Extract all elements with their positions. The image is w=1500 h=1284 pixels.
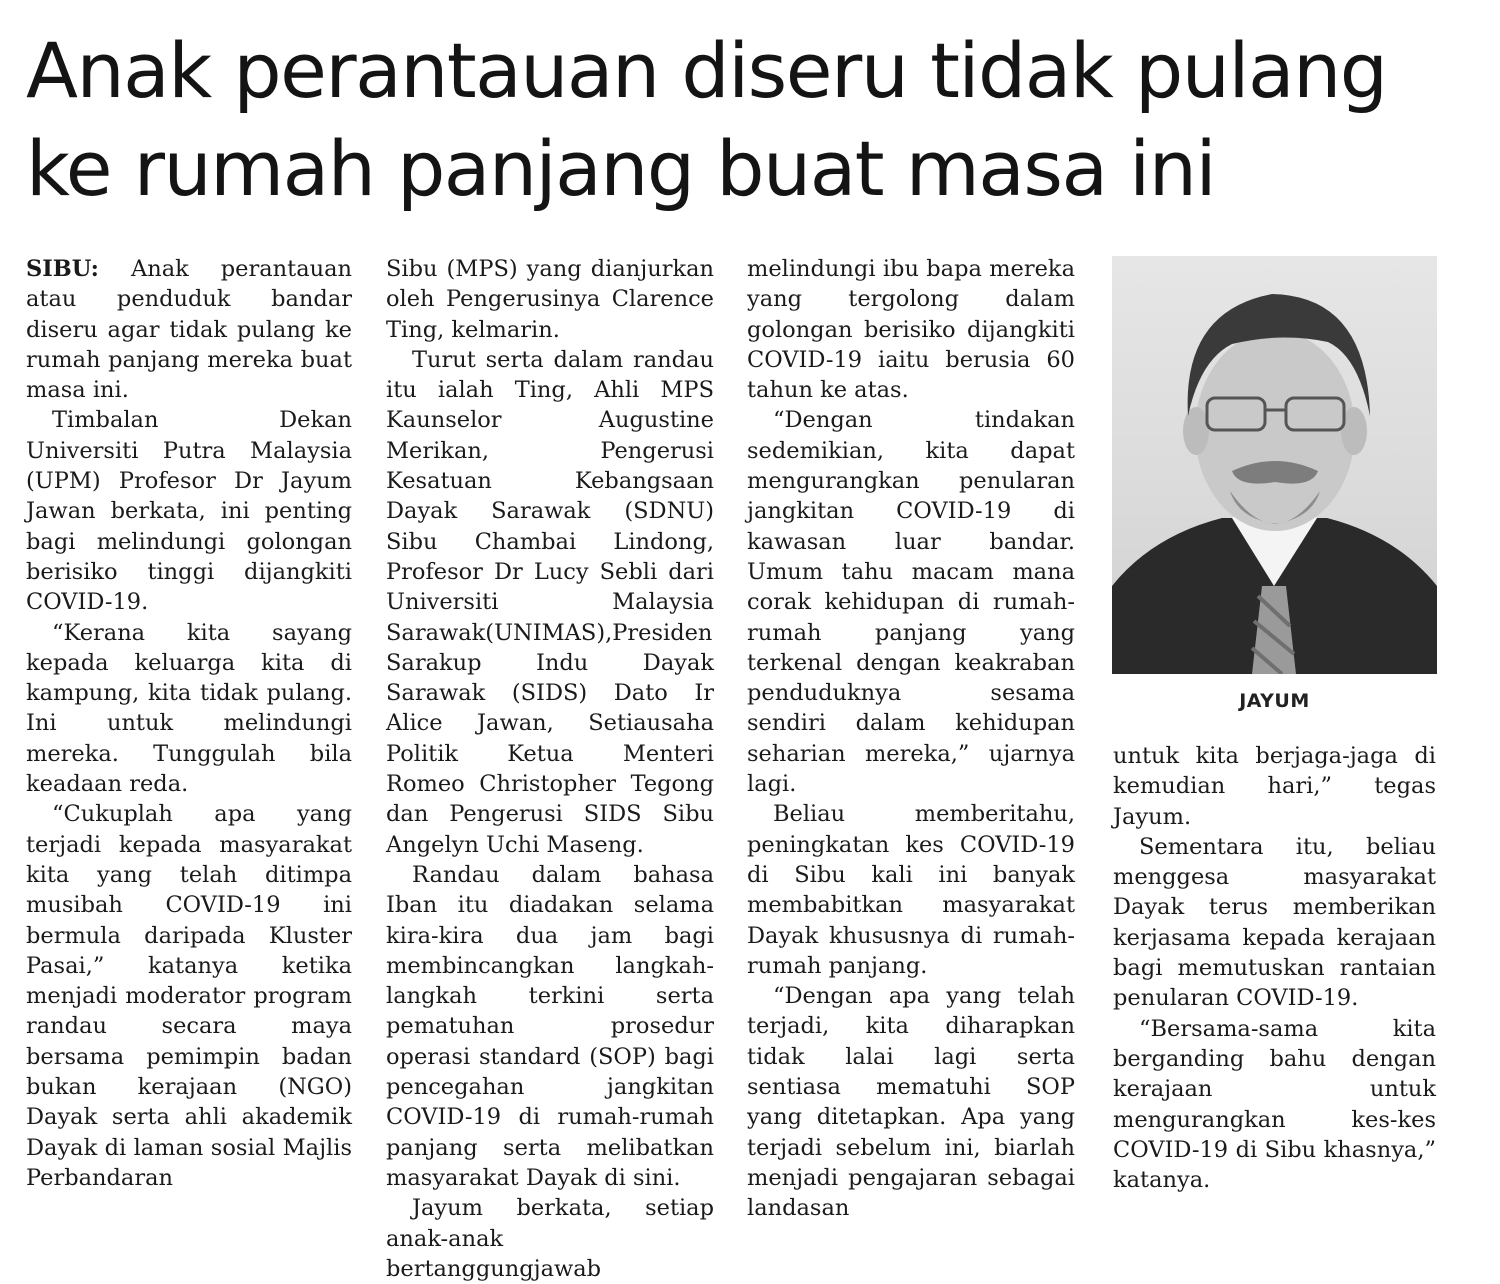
article-paragraph: “Cukuplah apa yang terjadi kepada masyarakat kita yang telah ditimpa musibah COVID-19 ini bermula daripada Kluster Pasai,” katanya ketika menjadi moderator program randau secara maya bersama pemimpin badan bukan kerajaan (NGO) Dayak serta ahli akademik Dayak di laman sosial Majlis Perbandaran — [26, 801, 352, 1191]
article-paragraph: melindungi ibu bapa mereka yang tergolong dalam golongan berisiko dijangkiti COVID-19 iaitu berusia 60 tahun ke atas. — [747, 256, 1075, 404]
article-column-4 — [1113, 741, 1436, 1195]
article-paragraph: “Dengan tindakan sedemikian, kita dapat mengurangkan penularan jangkitan COVID-19 di kawasan luar bandar. Umum tahu macam mana corak kehidupan di rumah-rumah panjang yang terkenal dengan keakraban penduduknya sesama sendiri dalam kehidupan seharian mereka,” ujarnya lagi. — [747, 407, 1075, 798]
article-paragraph: Sibu (MPS) yang dianjurkan oleh Pengerusinya Clarence Ting, kelmarin. — [386, 256, 714, 343]
portrait-photo — [1112, 256, 1437, 674]
article-paragraph: “Kerana kita sayang kepada keluarga kita di kampung, kita tidak pulang. Ini untuk melindungi mereka. Tunggulah bila keadaan reda. — [26, 619, 352, 798]
dateline: SIBU: — [26, 256, 99, 282]
article-paragraph: untuk kita berjaga-jaga di kemudian hari,” tegas Jayum. — [1113, 743, 1436, 830]
headline — [26, 22, 1476, 218]
article-paragraph: “Bersama-sama kita berganding bahu dengan kerajaan untuk mengurangkan kes-kes COVID-19 di Sibu khasnya,” katanya. — [1113, 1015, 1436, 1194]
article-paragraph: Timbalan Dekan Universiti Putra Malaysia (UPM) Profesor Dr Jayum Jawan berkata, ini penting bagi melindungi golongan berisiko tinggi dijangkiti COVID-19. — [26, 407, 352, 616]
article-paragraph: “Dengan apa yang telah terjadi, kita diharapkan tidak lalai lagi serta sentiasa mematuhi SOP yang ditetapkan. Apa yang terjadi sebelum ini, biarlah menjadi pengajaran sebagai landasan — [747, 983, 1075, 1222]
article-paragraph — [26, 254, 352, 405]
article-paragraph: Turut serta dalam randau itu ialah Ting, Ahli MPS Kaunselor Augustine Merikan, Pengerusi Kesatuan Kebangsaan Dayak Sarawak (SDNU) Sibu Chambai Lindong, Profesor Dr Lucy Sebli dari Universiti Malaysia Sarawak(UNIMAS),Presiden Sarakup Indu Dayak Sarawak (SIDS) Dato Ir Alice Jawan, Setiausaha Politik Ketua Menteri Romeo Christopher Tegong dan Pengerusi SIDS Sibu Angelyn Uchi Maseng. — [386, 346, 714, 858]
article-paragraph: Jayum berkata, setiap anak-anak bertanggungjawab — [386, 1195, 714, 1282]
article-paragraph: Randau dalam bahasa Iban itu diadakan selama kira-kira dua jam bagi membincangkan langkah-langkah terkini serta pematuhan prosedur operasi standard (SOP) bagi pencegahan jangkitan COVID-19 di rumah-rumah panjang serta melibatkan masyarakat Dayak di sini. — [386, 861, 714, 1191]
paragraph-text: Anak perantauan atau penduduk bandar diseru agar tidak pulang ke rumah panjang mereka buat masa ini. — [26, 256, 352, 404]
article-paragraph: Sementara itu, beliau menggesa masyarakat Dayak terus memberikan kerjasama kepada kerajaan bagi memutuskan rantaian penularan COVID-19. — [1113, 833, 1436, 1012]
headline-line-1: Anak perantauan diseru tidak pulang — [26, 26, 1387, 115]
article-paragraph: Beliau memberitahu, peningkatan kes COVID-19 di Sibu kali ini banyak membabitkan masyarakat Dayak khususnya di rumah-rumah panjang. — [747, 801, 1075, 979]
headline-line-2: ke rumah panjang buat masa ini — [26, 124, 1216, 213]
article-column-2 — [386, 254, 714, 1284]
article-column-1 — [26, 254, 352, 1193]
photo-caption: JAYUM — [1239, 690, 1310, 712]
portrait-illustration — [1112, 256, 1437, 674]
article-column-3 — [747, 254, 1075, 1224]
